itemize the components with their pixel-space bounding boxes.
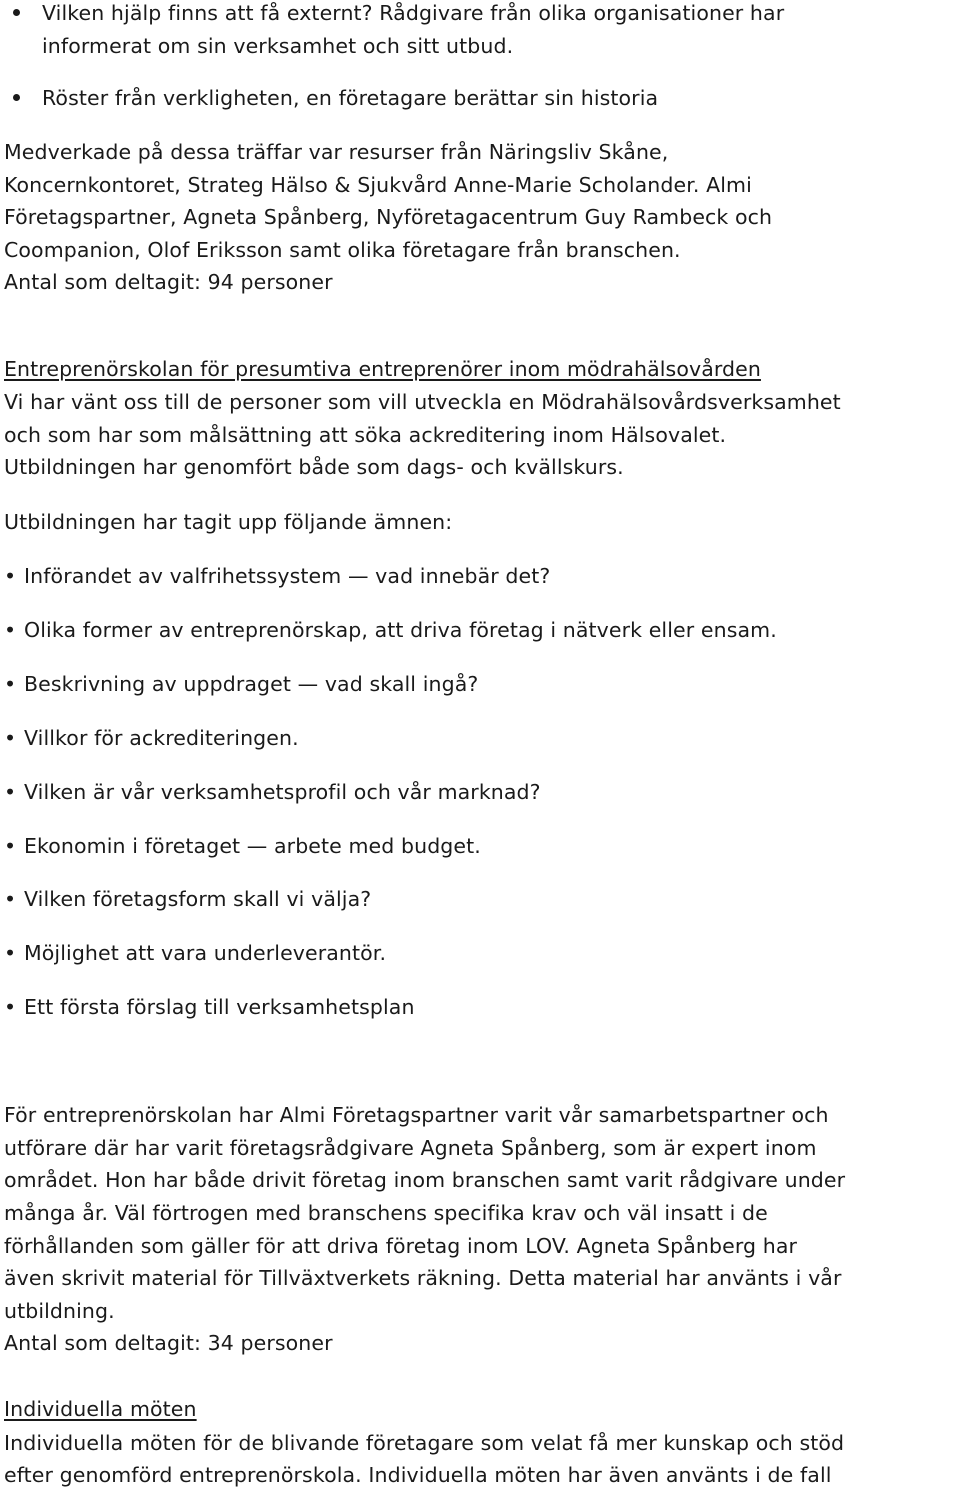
section-heading <box>4 1399 197 1420</box>
topic-item: Olika former av entreprenörskap, att driva företag i nätverk eller ensam. <box>24 618 777 642</box>
top-bullet-text: informerat om sin verksamhet och sitt utbud. <box>42 34 514 58</box>
paragraph-line: Koncernkontoret, Strateg Hälso & Sjukvård Anne-Marie Scholander. Almi <box>4 173 752 197</box>
bullet-symbol: • <box>4 995 17 1019</box>
attendance-count: Antal som deltagit: 94 personer <box>4 270 333 294</box>
paragraph-line: Vi har vänt oss till de personer som vill utveckla en Mödrahälsovårdsverksamhet <box>4 390 841 414</box>
topics-intro: Utbildningen har tagit upp följande ämnen: <box>4 510 453 534</box>
topic-item: Ett första förslag till verksamhetsplan <box>24 995 415 1019</box>
bullet-symbol: • <box>4 672 17 696</box>
paragraph-line: Coompanion, Olof Eriksson samt olika företagare från branschen. <box>4 238 681 262</box>
paragraph-line: även skrivit material för Tillväxtverkets räkning. Detta material har använts i vår <box>4 1266 842 1290</box>
paragraph-line: området. Hon har både drivit företag inom branschen samt varit rådgivare under <box>4 1168 846 1192</box>
paragraph-line: För entreprenörskolan har Almi Företagspartner varit vår samarbetspartner och <box>4 1103 829 1127</box>
topic-item: Ekonomin i företaget — arbete med budget. <box>24 834 481 858</box>
paragraph-line: Individuella möten för de blivande företagare som velat få mer kunskap och stöd <box>4 1431 845 1455</box>
paragraph-line: många år. Väl förtrogen med branschens specifika krav och väl insatt i de <box>4 1201 768 1225</box>
bullet-symbol: • <box>4 618 17 642</box>
topic-item: Vilken företagsform skall vi välja? <box>24 887 372 911</box>
section-heading <box>4 359 761 380</box>
topic-item: Villkor för ackrediteringen. <box>24 726 299 750</box>
bullet-symbol: • <box>4 887 17 911</box>
top-bullet-text: Vilken hjälp finns att få externt? Rådgivare från olika organisationer har <box>42 1 785 25</box>
paragraph-line: utbildning. <box>4 1299 115 1323</box>
bullet-symbol: • <box>4 780 17 804</box>
paragraph-line: utförare där har varit företagsrådgivare Agneta Spånberg, som är expert inom <box>4 1136 817 1160</box>
paragraph-line: efter genomförd entreprenörskola. Individuella möten har även använts i de fall <box>4 1463 832 1487</box>
paragraph-line: Medverkade på dessa träffar var resurser från Näringsliv Skåne, <box>4 140 669 164</box>
paragraph-line: Utbildningen har genomfört både som dags- och kvällskurs. <box>4 455 624 479</box>
bullet-symbol: • <box>4 564 17 588</box>
bullet-dot <box>13 9 20 16</box>
bullet-symbol: • <box>4 726 17 750</box>
bullet-dot <box>13 94 20 101</box>
topic-item: Beskrivning av uppdraget — vad skall ingå? <box>24 672 479 696</box>
topic-item: Vilken är vår verksamhetsprofil och vår marknad? <box>24 780 541 804</box>
paragraph-line: förhållanden som gäller för att driva företag inom LOV. Agneta Spånberg har <box>4 1234 798 1258</box>
section-heading-text: Individuella möten <box>4 1397 197 1421</box>
section-heading-text: Entreprenörskolan för presumtiva entreprenörer inom mödrahälsovården <box>4 357 761 381</box>
top-bullet-text: Röster från verkligheten, en företagare berättar sin historia <box>42 86 659 110</box>
topic-item: Införandet av valfrihetssystem — vad innebär det? <box>24 564 551 588</box>
paragraph-line: Företagspartner, Agneta Spånberg, Nyföretagacentrum Guy Rambeck och <box>4 205 773 229</box>
attendance-count: Antal som deltagit: 34 personer <box>4 1331 333 1355</box>
topic-item: Möjlighet att vara underleverantör. <box>24 941 387 965</box>
bullet-symbol: • <box>4 834 17 858</box>
paragraph-line: och som har som målsättning att söka ackreditering inom Hälsovalet. <box>4 423 727 447</box>
bullet-symbol: • <box>4 941 17 965</box>
